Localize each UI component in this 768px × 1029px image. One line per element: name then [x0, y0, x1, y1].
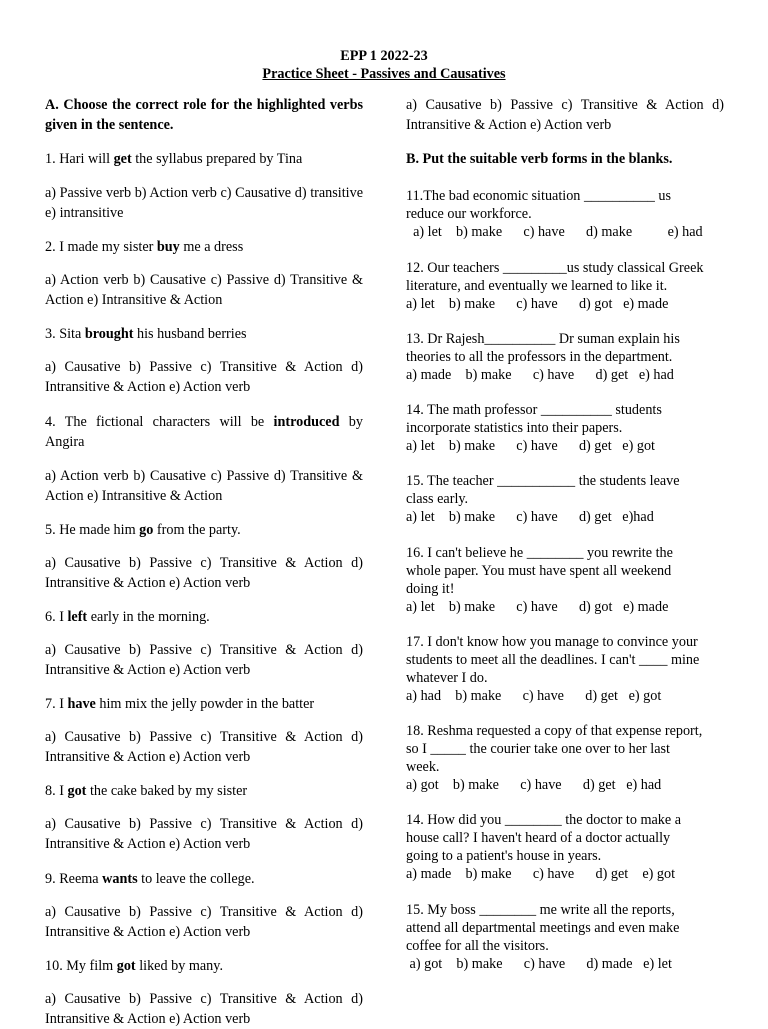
- question-10-options: a) Causative b) Passive c) Transitive & Action d) Intransitive & Action e) Action verb: [45, 991, 363, 1027]
- section-b-heading: B. Put the suitable verb forms in the blanks.: [406, 151, 673, 167]
- question-text: from the party.: [153, 522, 241, 538]
- question-2: [45, 238, 363, 258]
- highlighted-verb: got: [116, 958, 136, 974]
- question-text: 6. I: [45, 609, 68, 625]
- question-13-options: a) made b) make c) have d) get e) had: [406, 367, 674, 383]
- question-7: [45, 695, 363, 715]
- question-2-options: a) Action verb b) Causative c) Passive d) Transitive & Action e) Intransitive & Action: [45, 272, 363, 308]
- question-text: 7. I: [45, 696, 68, 712]
- question-line: class early.: [406, 491, 469, 507]
- question-15: [406, 472, 724, 526]
- question-9-options: a) Causative b) Passive c) Transitive & Action d) Intransitive & Action e) Action verb: [45, 904, 363, 940]
- question-7-options: a) Causative b) Passive c) Transitive & Action d) Intransitive & Action e) Action verb: [45, 729, 363, 765]
- question-10-options-continued: a) Causative b) Passive c) Transitive & Action d) Intransitive & Action e) Action verb: [406, 97, 724, 133]
- question-line: 16. I can't believe he ________ you rewrite the: [406, 545, 673, 561]
- question-line: 14. How did you ________ the doctor to make a: [406, 812, 682, 828]
- question-text: his husband berries: [133, 326, 247, 342]
- question-11-options: a) let b) make c) have d) make e) had: [406, 224, 703, 240]
- question-4-options: a) Action verb b) Causative c) Passive d) Transitive & Action e) Intransitive & Action: [45, 468, 363, 504]
- question-text: 5. He made him: [45, 522, 140, 538]
- question-line: whole paper. You must have spent all weekend: [406, 563, 672, 579]
- question-line: literature, and eventually we learned to like it.: [406, 278, 668, 294]
- question-14b: [406, 811, 724, 883]
- highlighted-verb: have: [67, 696, 96, 712]
- question-line: so I _____ the courier take one over to her last: [406, 741, 670, 757]
- question-16-options: a) let b) make c) have d) got e) made: [406, 599, 669, 615]
- question-17-options: a) had b) make c) have d) get e) got: [406, 688, 662, 704]
- question-line: 15. The teacher ___________ the students leave: [406, 473, 680, 489]
- question-8-options: a) Causative b) Passive c) Transitive & Action d) Intransitive & Action e) Action verb: [45, 816, 363, 852]
- question-1: [45, 150, 363, 170]
- question-15b: [406, 901, 724, 973]
- question-16: [406, 544, 724, 616]
- highlighted-verb: brought: [84, 326, 134, 342]
- question-line: 11.The bad economic situation __________ us: [406, 188, 672, 204]
- highlighted-verb: left: [67, 609, 88, 625]
- question-text: liked by many.: [135, 958, 223, 974]
- question-text: early in the morning.: [87, 609, 210, 625]
- question-9: [45, 870, 363, 890]
- question-13: [406, 330, 724, 384]
- question-line: 13. Dr Rajesh__________ Dr suman explain his: [406, 331, 680, 347]
- question-5: [45, 521, 363, 541]
- question-8: [45, 782, 363, 802]
- question-14-options: a) let b) make c) have d) get e) got: [406, 438, 655, 454]
- question-1-options: a) Passive verb b) Action verb c) Causative d) transitive e) intransitive: [45, 185, 363, 221]
- question-18-options: a) got b) make c) have d) get e) had: [406, 777, 662, 793]
- question-17: [406, 633, 724, 705]
- question-text: to leave the college.: [137, 871, 255, 887]
- highlighted-verb: buy: [156, 239, 180, 255]
- question-line: coffee for all the visitors.: [406, 938, 549, 954]
- question-line: incorporate statistics into their papers.: [406, 420, 623, 436]
- question-line: week.: [406, 759, 440, 775]
- question-line: attend all departmental meetings and even make: [406, 920, 680, 936]
- question-text: by Angira: [45, 414, 363, 450]
- question-11: [406, 187, 724, 241]
- question-text: the cake baked by my sister: [86, 783, 248, 799]
- question-text: 10. My film: [45, 958, 117, 974]
- question-15-options: a) let b) make c) have d) get e)had: [406, 509, 654, 525]
- question-line: 14. The math professor __________ students: [406, 402, 662, 418]
- question-6: [45, 608, 363, 628]
- question-line: 18. Reshma requested a copy of that expense report,: [406, 723, 703, 739]
- question-line: doing it!: [406, 581, 455, 597]
- highlighted-verb: get: [113, 151, 132, 167]
- highlighted-verb: got: [67, 783, 87, 799]
- question-line: whatever I do.: [406, 670, 488, 686]
- question-line: 12. Our teachers _________us study classical Greek: [406, 260, 704, 276]
- title-line-2: Practice Sheet - Passives and Causatives: [262, 66, 506, 82]
- question-text: 4. The fictional characters will be: [45, 414, 274, 430]
- question-line: house call? I haven't heard of a doctor actually: [406, 830, 671, 846]
- question-4: [45, 413, 363, 452]
- question-line: going to a patient's house in years.: [406, 848, 602, 864]
- question-text: 3. Sita: [45, 326, 85, 342]
- highlighted-verb: go: [139, 522, 154, 538]
- question-12-options: a) let b) make c) have d) got e) made: [406, 296, 669, 312]
- question-line: 15. My boss ________ me write all the reports,: [406, 902, 675, 918]
- question-18: [406, 722, 724, 794]
- highlighted-verb: wants: [102, 871, 138, 887]
- question-text: me a dress: [179, 239, 244, 255]
- question-6-options: a) Causative b) Passive c) Transitive & Action d) Intransitive & Action e) Action verb: [45, 642, 363, 678]
- question-3-options: a) Causative b) Passive c) Transitive & Action d) Intransitive & Action e) Action verb: [45, 359, 363, 395]
- question-line: 17. I don't know how you manage to convince your: [406, 634, 698, 650]
- document-title: [0, 47, 768, 83]
- question-10: [45, 957, 363, 977]
- question-text: the syllabus prepared by Tina: [131, 151, 303, 167]
- question-text: 8. I: [45, 783, 68, 799]
- question-line: reduce our workforce.: [406, 206, 532, 222]
- question-line: students to meet all the deadlines. I can't ____ mine: [406, 652, 700, 668]
- section-a-heading: A. Choose the correct role for the highlighted verbs given in the sentence.: [45, 97, 363, 133]
- question-text: 9. Reema: [45, 871, 103, 887]
- question-text: him mix the jelly powder in the batter: [95, 696, 315, 712]
- question-line: theories to all the professors in the department.: [406, 349, 673, 365]
- question-text: 2. I made my sister: [45, 239, 157, 255]
- question-12: [406, 259, 724, 313]
- question-15b-options: a) got b) make c) have d) made e) let: [406, 956, 672, 972]
- question-text: 1. Hari will: [45, 151, 114, 167]
- question-5-options: a) Causative b) Passive c) Transitive & Action d) Intransitive & Action e) Action verb: [45, 555, 363, 591]
- question-14b-options: a) made b) make c) have d) get e) got: [406, 866, 676, 882]
- highlighted-verb: introduced: [273, 414, 340, 430]
- title-line-1: EPP 1 2022-23: [340, 48, 428, 64]
- question-14: [406, 401, 724, 455]
- question-3: [45, 325, 363, 345]
